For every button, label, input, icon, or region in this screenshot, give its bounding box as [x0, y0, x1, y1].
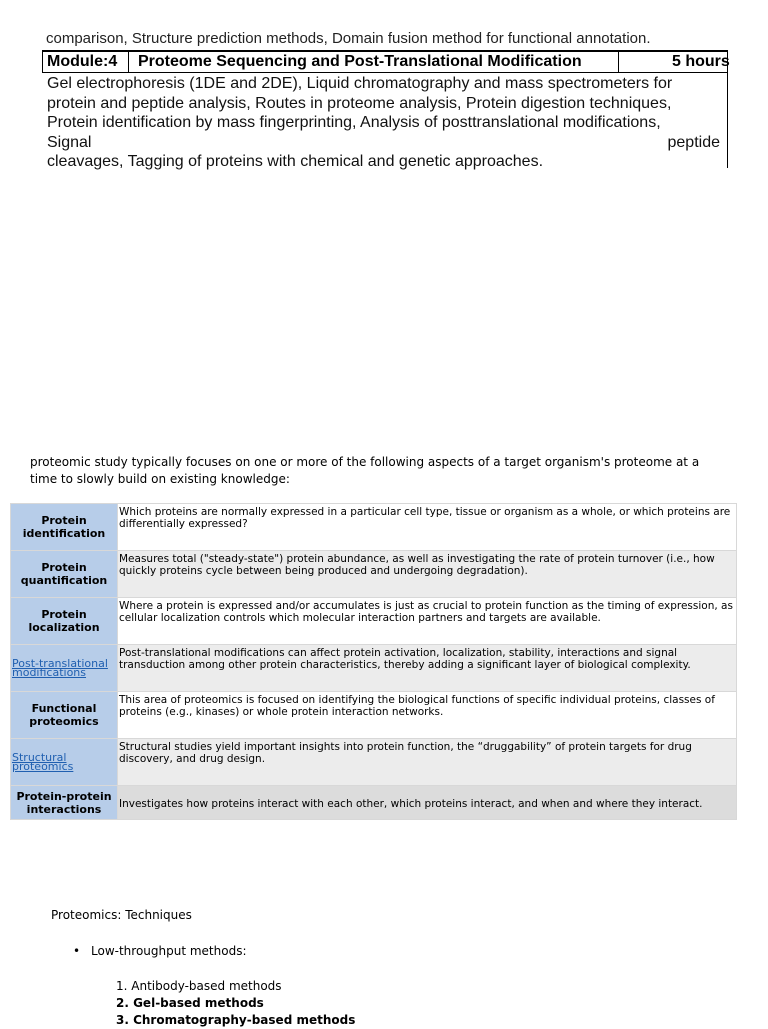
aspect-description: This area of proteomics is focused on identifying the biological functions of specific individual proteins, classes of proteins (e.g., kinases) or whole protein interaction networks. [118, 692, 737, 739]
aspect-description: Which proteins are normally expressed in a particular cell type, tissue or organism as a whole, or which proteins are differentially expressed? [118, 504, 737, 551]
table-row [11, 692, 737, 739]
aspect-term: Functional proteomics [11, 692, 118, 739]
aspect-term: Protein identification [11, 504, 118, 551]
cropped-previous-line: comparison, Structure prediction methods, Domain fusion method for functional annotation. [46, 30, 651, 47]
bullet-item [73, 944, 247, 958]
aspect-term: Protein quantification [11, 551, 118, 598]
label-divider [128, 50, 129, 72]
content-line: protein and peptide analysis, Routes in proteome analysis, Protein digestion techniques, [47, 94, 672, 112]
techniques-heading: Proteomics: Techniques [51, 908, 192, 922]
list-item: 1. Antibody-based methods [116, 979, 282, 993]
content-line: Signal peptide [47, 133, 720, 151]
aspect-description: Where a protein is expressed and/or accumulates is just as crucial to protein function as the timing of expression, as cellular localization controls which molecular interaction partners and targets are available. [118, 598, 737, 645]
table-row [11, 786, 737, 820]
content-line: cleavages, Tagging of proteins with chemical and genetic approaches. [47, 153, 544, 170]
aspect-description: Post-translational modifications can affect protein activation, localization, stability, interactions and signal transduction among other protein characteristics, thereby adding a significant layer of biological complexity. [118, 645, 737, 692]
module-hours: 5 hours [672, 53, 730, 70]
aspect-term: Protein localization [11, 598, 118, 645]
aspect-description: Measures total ("steady-state") protein abundance, as well as investigating the rate of protein turnover (i.e., how quickly proteins cycle between being produced and undergoing degradation). [118, 551, 737, 598]
aspect-term: Protein-protein interactions [11, 786, 118, 820]
list-item: 3. Chromatography-based methods [116, 1013, 356, 1027]
bullet-icon: • [73, 944, 81, 958]
numbered-list [116, 978, 355, 1029]
table-row [11, 504, 737, 551]
list-item: 2. Gel-based methods [116, 996, 264, 1010]
proteomics-aspects-table [10, 503, 737, 820]
module-title: Proteome Sequencing and Post-Translational Modification [138, 53, 582, 70]
aspect-description: Structural studies yield important insights into protein function, the “druggability” of protein targets for drug discovery, and drug design. [118, 739, 737, 786]
table-row [11, 598, 737, 645]
content-line: Gel electrophoresis (1DE and 2DE), Liquid chromatography and mass spectrometers for [47, 75, 673, 92]
aspect-term-link[interactable]: Structural proteomics [11, 739, 118, 786]
content-line: Protein identification by mass fingerprinting, Analysis of posttranslational modifications, [47, 114, 661, 131]
table-row [11, 645, 737, 692]
bullet-text: Low-throughput methods: [91, 944, 247, 958]
table-left-border [42, 50, 43, 72]
module-content [47, 74, 720, 172]
header-bottom-border [42, 72, 728, 73]
module-label: Module:4 [47, 53, 118, 70]
syllabus-module [42, 30, 730, 170]
table-top-border [42, 50, 728, 52]
table-row [11, 739, 737, 786]
aspect-term-link[interactable]: Post-translational modifications [11, 645, 118, 692]
intro-paragraph: proteomic study typically focuses on one or more of the following aspects of a target organism's proteome at a time to slowly build on existing knowledge: [30, 455, 700, 486]
aspect-description: Investigates how proteins interact with each other, which proteins interact, and when and where they interact. [118, 786, 737, 820]
hours-divider [618, 50, 619, 72]
table-row [11, 551, 737, 598]
